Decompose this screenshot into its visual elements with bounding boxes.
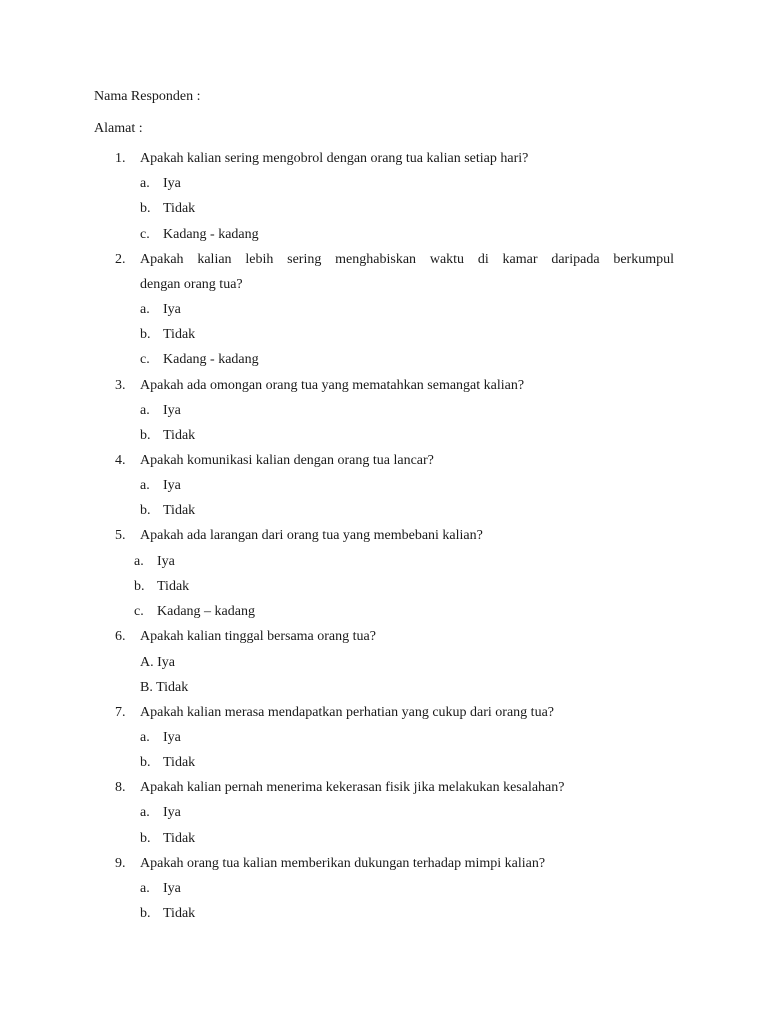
question-number: 8. bbox=[115, 780, 126, 795]
option-text: Iya bbox=[157, 554, 175, 569]
option-letter: c. bbox=[140, 352, 150, 367]
question-number: 3. bbox=[115, 378, 126, 393]
option-letter: a. bbox=[140, 302, 150, 317]
option-text: Tidak bbox=[157, 579, 190, 594]
question-text: Apakah kalian sering mengobrol dengan orang tua kalian setiap hari? bbox=[140, 151, 529, 166]
option-letter: b. bbox=[140, 755, 151, 770]
option-letter: a. bbox=[140, 176, 150, 191]
option-letter: b. bbox=[140, 327, 151, 342]
option-letter: a. bbox=[140, 805, 150, 820]
option-text: Iya bbox=[163, 403, 181, 418]
option-text: Iya bbox=[163, 881, 181, 896]
option-text: B. Tidak bbox=[140, 680, 189, 695]
option-text: Tidak bbox=[163, 503, 196, 518]
question-text-continued: dengan orang tua? bbox=[140, 277, 243, 292]
option-letter: c. bbox=[140, 227, 150, 242]
option-text: Iya bbox=[163, 805, 181, 820]
question-text: Apakah ada omongan orang tua yang mematahkan semangat kalian? bbox=[140, 378, 525, 393]
option-letter: a. bbox=[134, 554, 144, 569]
option-letter: b. bbox=[140, 831, 151, 846]
option-letter: a. bbox=[140, 881, 150, 896]
option-text: Tidak bbox=[163, 428, 196, 443]
respondent-name-label: Nama Responden : bbox=[94, 89, 201, 104]
option-text: Iya bbox=[163, 176, 181, 191]
option-text: Iya bbox=[163, 302, 181, 317]
option-text: Iya bbox=[163, 478, 181, 493]
question-text: Apakah kalian pernah menerima kekerasan fisik jika melakukan kesalahan? bbox=[140, 780, 565, 795]
option-letter: b. bbox=[134, 579, 145, 594]
option-text: Tidak bbox=[163, 831, 196, 846]
question-number: 1. bbox=[115, 151, 126, 166]
question-number: 5. bbox=[115, 528, 126, 543]
option-text: Kadang - kadang bbox=[163, 227, 259, 242]
address-label: Alamat : bbox=[94, 121, 143, 136]
option-text: Iya bbox=[163, 730, 181, 745]
question-text: Apakah kalian tinggal bersama orang tua? bbox=[140, 629, 376, 644]
option-letter: a. bbox=[140, 403, 150, 418]
option-text: Kadang – kadang bbox=[157, 604, 255, 619]
question-text: Apakah kalian merasa mendapatkan perhatian yang cukup dari orang tua? bbox=[140, 705, 554, 720]
question-number: 6. bbox=[115, 629, 126, 644]
question-text: Apakah ada larangan dari orang tua yang membebani kalian? bbox=[140, 528, 483, 543]
option-text: A. Iya bbox=[140, 655, 175, 670]
question-number: 4. bbox=[115, 453, 126, 468]
question-number: 7. bbox=[115, 705, 126, 720]
question-number: 2. bbox=[115, 252, 126, 267]
question-number: 9. bbox=[115, 856, 126, 871]
option-letter: c. bbox=[134, 604, 144, 619]
option-letter: b. bbox=[140, 906, 151, 921]
option-text: Tidak bbox=[163, 201, 196, 216]
option-letter: b. bbox=[140, 503, 151, 518]
question-text: Apakah orang tua kalian memberikan dukungan terhadap mimpi kalian? bbox=[140, 856, 546, 871]
question-text: Apakah komunikasi kalian dengan orang tua lancar? bbox=[140, 453, 434, 468]
option-letter: a. bbox=[140, 730, 150, 745]
option-text: Tidak bbox=[163, 906, 196, 921]
option-letter: a. bbox=[140, 478, 150, 493]
option-text: Kadang - kadang bbox=[163, 352, 259, 367]
option-letter: b. bbox=[140, 201, 151, 216]
question-text: Apakah kalian lebih sering menghabiskan waktu di kamar daripada berkumpul bbox=[140, 252, 674, 267]
option-letter: b. bbox=[140, 428, 151, 443]
option-text: Tidak bbox=[163, 755, 196, 770]
option-text: Tidak bbox=[163, 327, 196, 342]
